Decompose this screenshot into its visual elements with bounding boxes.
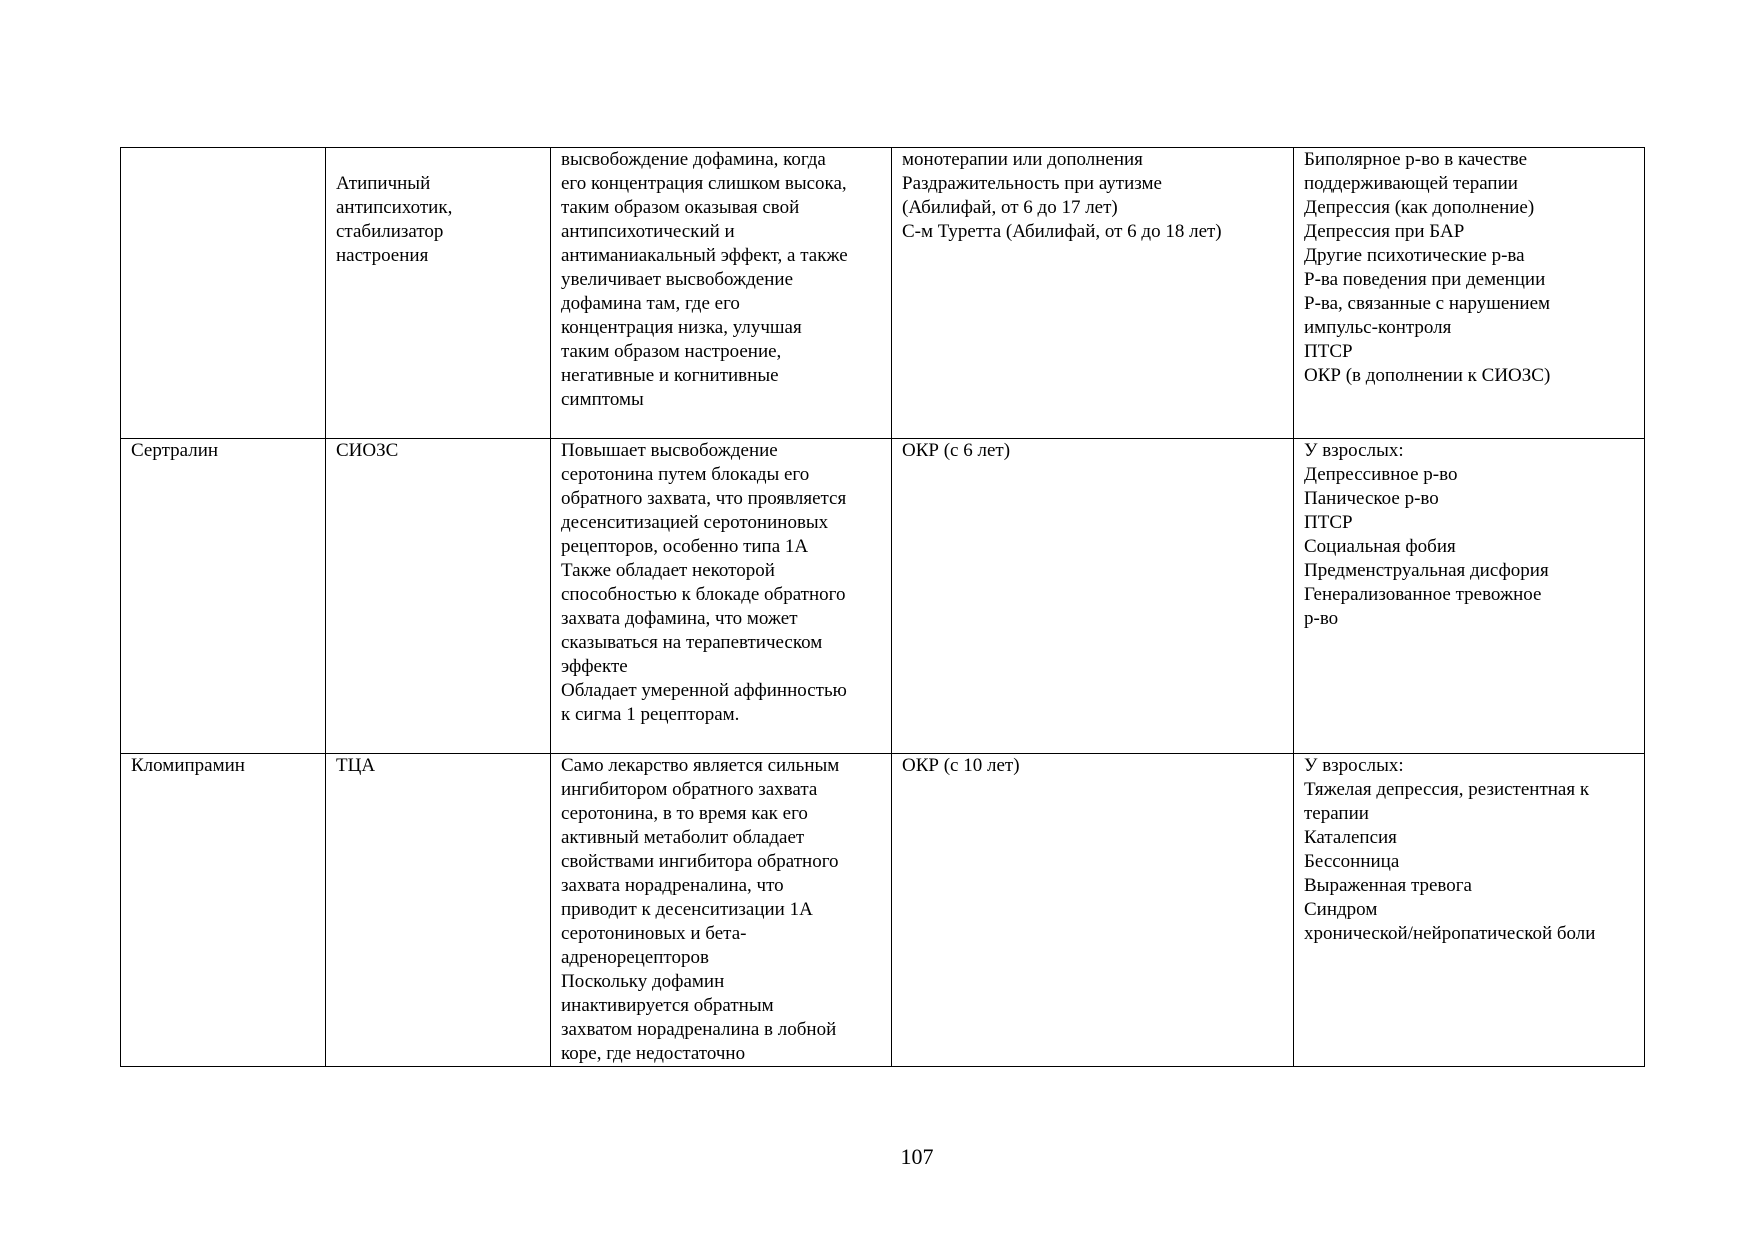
cell-line: антиманиакальный эффект, а также — [561, 245, 848, 266]
drug-class-cell — [326, 439, 551, 754]
cell-line: Депрессивное р-во — [1304, 464, 1458, 485]
cell-line: Также обладает некоторой — [561, 560, 775, 581]
mechanism-cell — [551, 754, 892, 1067]
cell-line: увеличивает высвобождение — [561, 269, 794, 290]
cell-line: ПТСР — [1304, 341, 1353, 362]
cell-line: стабилизатор — [336, 221, 444, 242]
adult-indications-cell — [1294, 754, 1645, 1067]
drug-name: Кломипрамин — [131, 755, 245, 776]
cell-line: Другие психотические р-ва — [1304, 245, 1525, 266]
cell-line: рецепторов, особенно типа 1А — [561, 536, 809, 557]
cell-line: ОКР (с 6 лет) — [902, 440, 1011, 461]
cell-line: (Абилифай, от 6 до 17 лет) — [902, 197, 1118, 218]
cell-line: р-во — [1304, 608, 1339, 629]
cell-line: Раздражительность при аутизме — [902, 173, 1162, 194]
drug-class-cell — [326, 148, 551, 439]
cell-line: Депрессия при БАР — [1304, 221, 1465, 242]
cell-line: захватом норадреналина в лобной — [561, 1019, 837, 1040]
cell-line: таким образом оказывая свой — [561, 197, 800, 218]
cell-line: Каталепсия — [1304, 827, 1397, 848]
cell-line: ПТСР — [1304, 512, 1353, 533]
cell-line: сказываться на терапевтическом — [561, 632, 823, 653]
cell-line: Биполярное р-во в качестве — [1304, 149, 1528, 170]
cell-line: активный метаболит обладает — [561, 827, 805, 848]
mechanism-cell — [551, 439, 892, 754]
cell-line: концентрация низка, улучшая — [561, 317, 802, 338]
cell-line: настроения — [336, 245, 429, 266]
table-row — [121, 754, 1645, 1067]
cell-line: приводит к десенситизации 1А — [561, 899, 813, 920]
cell-line: эффекте — [561, 656, 628, 677]
pediatric-indications-cell — [892, 439, 1294, 754]
cell-line: Выраженная тревога — [1304, 875, 1472, 896]
table-row — [121, 148, 1645, 439]
cell-line: Генерализованное тревожное — [1304, 584, 1542, 605]
cell-line: высвобождение дофамина, когда — [561, 149, 826, 170]
cell-line: ТЦА — [336, 755, 376, 776]
cell-line: десенситизацией серотониновых — [561, 512, 829, 533]
cell-line: СИОЗС — [336, 440, 399, 461]
cell-line: ОКР (в дополнении к СИОЗС) — [1304, 365, 1551, 386]
drug-name: Сертралин — [131, 440, 219, 461]
drug-name-cell — [121, 439, 326, 754]
cell-line: захвата норадреналина, что — [561, 875, 784, 896]
cell-line: его концентрация слишком высока, — [561, 173, 847, 194]
cell-line: антипсихотик, — [336, 197, 453, 218]
cell-line: Атипичный — [336, 173, 431, 194]
cell-line: дофамина там, где его — [561, 293, 740, 314]
cell-line: хронической/нейропатической боли — [1304, 923, 1596, 944]
cell-line: обратного захвата, что проявляется — [561, 488, 847, 509]
cell-line: к сигма 1 рецепторам. — [561, 704, 740, 725]
cell-line: Паническое р-во — [1304, 488, 1439, 509]
adult-indications-cell — [1294, 148, 1645, 439]
cell-line: коре, где недостаточно — [561, 1043, 746, 1064]
cell-line: терапии — [1304, 803, 1369, 824]
cell-line: монотерапии или дополнения — [902, 149, 1143, 170]
cell-line: Тяжелая депрессия, резистентная к — [1304, 779, 1590, 800]
cell-line: Р-ва, связанные с нарушением — [1304, 293, 1551, 314]
cell-line: Само лекарство является сильным — [561, 755, 840, 776]
pediatric-indications-cell — [892, 148, 1294, 439]
cell-line: Поскольку дофамин — [561, 971, 725, 992]
cell-line: серотонина, в то время как его — [561, 803, 808, 824]
cell-line: симптомы — [561, 389, 644, 410]
drug-class-cell — [326, 754, 551, 1067]
cell-line: Бессонница — [1304, 851, 1400, 872]
cell-line: С-м Туретта (Абилифай, от 6 до 18 лет) — [902, 221, 1222, 242]
cell-line: Предменструальная дисфория — [1304, 560, 1549, 581]
cell-line: серотонина путем блокады его — [561, 464, 810, 485]
cell-line: таким образом настроение, — [561, 341, 782, 362]
cell-line: Р-ва поведения при деменции — [1304, 269, 1546, 290]
cell-line: поддерживающей терапии — [1304, 173, 1518, 194]
cell-line: негативные и когнитивные — [561, 365, 779, 386]
cell-line: свойствами ингибитора обратного — [561, 851, 839, 872]
drug-table — [120, 147, 1645, 1067]
drug-name-cell — [121, 754, 326, 1067]
mechanism-cell — [551, 148, 892, 439]
page-number: 107 — [900, 1144, 934, 1169]
cell-line: адренорецепторов — [561, 947, 709, 968]
cell-line: Синдром — [1304, 899, 1378, 920]
cell-line: импульс-контроля — [1304, 317, 1452, 338]
cell-line: Обладает умеренной аффинностью — [561, 680, 847, 701]
adult-indications-cell — [1294, 439, 1645, 754]
cell-line: У взрослых: — [1304, 755, 1404, 776]
cell-line: Депрессия (как дополнение) — [1304, 197, 1535, 218]
cell-line: серотониновых и бета- — [561, 923, 747, 944]
cell-line: ОКР (с 10 лет) — [902, 755, 1020, 776]
drug-name-cell — [121, 148, 326, 439]
cell-line: ингибитором обратного захвата — [561, 779, 818, 800]
pediatric-indications-cell — [892, 754, 1294, 1067]
cell-line: Повышает высвобождение — [561, 440, 778, 461]
table-row — [121, 439, 1645, 754]
cell-line: захвата дофамина, что может — [561, 608, 798, 629]
cell-line: способностью к блокаде обратного — [561, 584, 846, 605]
cell-line: У взрослых: — [1304, 440, 1404, 461]
cell-line: инактивируется обратным — [561, 995, 774, 1016]
cell-line: антипсихотический и — [561, 221, 735, 242]
cell-line: Социальная фобия — [1304, 536, 1456, 557]
